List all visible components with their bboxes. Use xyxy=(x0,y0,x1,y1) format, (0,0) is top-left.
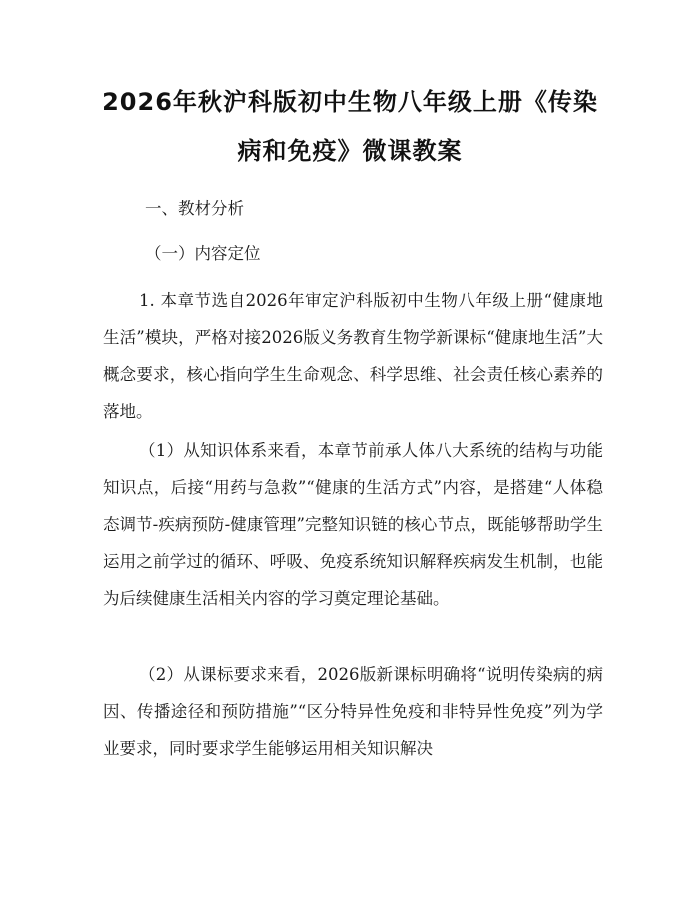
title-line-2: 病和免疫》微课教案 xyxy=(237,137,463,165)
title-line-1: 2026年秋沪科版初中生物八年级上册《传染 xyxy=(102,88,598,116)
document-title xyxy=(0,78,700,176)
paragraph-1: 1. 本章节选自2026年审定沪科版初中生物八年级上册“健康地生活”模块，严格对接2026版义务教育生物学新课标“健康地生活”大概念要求，核心指向学生生命观念、科学思维、社会责任核心素养的落地。 xyxy=(103,291,603,421)
section-heading: 一、教材分析 xyxy=(145,199,244,218)
paragraph-2: （1）从知识体系来看，本章节前承人体八大系统的结构与功能知识点，后接“用药与急救”“健康的生活方式”内容，是搭建“人体稳态调节-疾病预防-健康管理”完整知识链的核心节点，既能够帮助学生运用之前学过的循环、呼吸、免疫系统知识解释疾病发生机制，也能为后续健康生活相关内容的学习奠定理论基础。 xyxy=(103,441,603,608)
subsection-heading: （一）内容定位 xyxy=(145,244,261,263)
paragraph-3: （2）从课标要求来看，2026版新课标明确将“说明传染病的病因、传播途径和预防措施”“区分特异性免疫和非特异性免疫”列为学业要求，同时要求学生能够运用相关知识解决 xyxy=(103,665,603,758)
